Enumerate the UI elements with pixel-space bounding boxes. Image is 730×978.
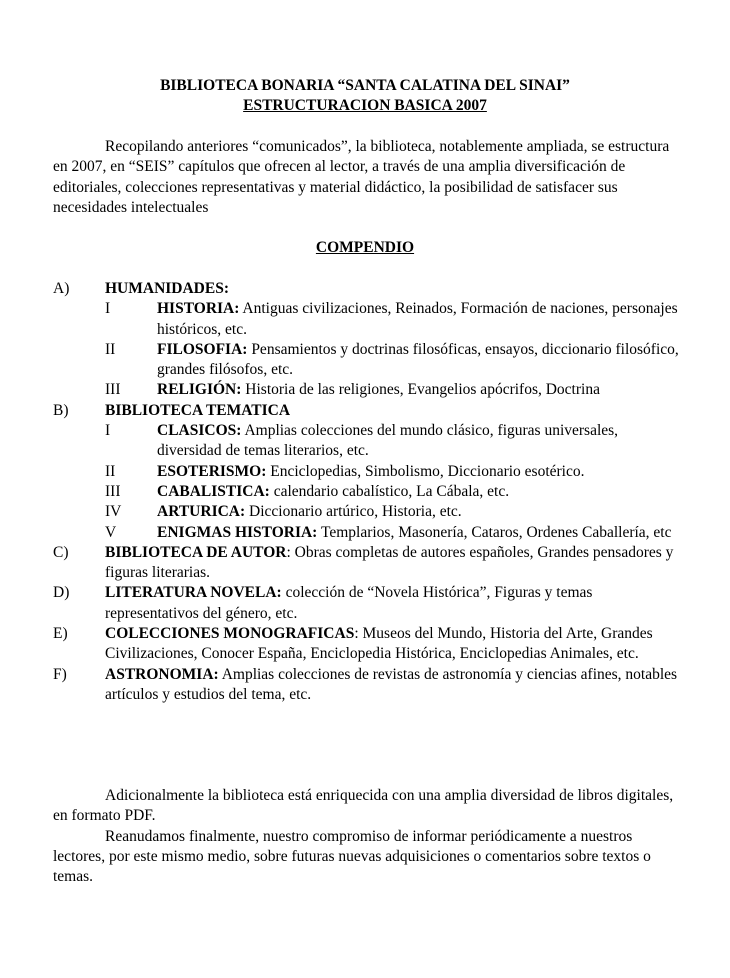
sections-list [53, 279, 683, 705]
subsection-description: Diccionario artúrico, Historia, etc. [245, 503, 462, 521]
subsection-description: Amplias colecciones del mundo clásico, figuras universales, diversidad de temas literarios, etc. [157, 422, 619, 460]
section-text [105, 665, 683, 706]
subsection-item [105, 482, 683, 502]
section-title: LITERATURA NOVELA: [105, 584, 282, 602]
section-text [105, 543, 683, 584]
subsection-item [105, 421, 683, 462]
closing-paragraphs [53, 786, 683, 887]
section-title: ASTRONOMIA: [105, 665, 219, 683]
section-description: : Obras completas de autores españoles, Grandes pensadores y figuras literarias. [105, 543, 674, 582]
section-text [105, 279, 683, 299]
section-description: Amplias colecciones de revistas de astronomía y ciencias afines, notables artículos y estudios del tema, etc. [105, 665, 678, 703]
subsection-number: V [105, 523, 117, 541]
section-item [53, 401, 683, 543]
section-text [105, 624, 683, 665]
compendio-heading: COMPENDIO [315, 239, 415, 256]
subsection-title: RELIGIÓN: [157, 381, 242, 399]
subsection-description: Antiguas civilizaciones, Reinados, Formación de naciones, personajes históricos, etc. [157, 300, 678, 338]
subsection-description: Pensamientos y doctrinas filosóficas, ensayos, diccionario filosófico, grandes filósofos, etc. [157, 340, 679, 379]
section-title: COLECCIONES MONOGRAFICAS [105, 625, 355, 643]
subsection-number: I [105, 422, 111, 440]
subsection-item [105, 299, 683, 340]
subsection-item [105, 340, 683, 381]
section-item [53, 279, 683, 401]
section-letter: F) [53, 665, 67, 683]
section-description: colección de “Novela Histórica”, Figuras y temas representativos del género, etc. [105, 584, 593, 622]
section-item [53, 543, 683, 584]
intro-paragraph: Recopilando anteriores “comunicados”, la biblioteca, notablemente ampliada, se estructura en 2007, en “SEIS” capítulos que ofrecen al lector, a través de una amplia diversificación de editoriales, colecciones representativas y material didáctico, la posibilidad de satisfacer sus necesidades intelectuales [53, 138, 670, 216]
section-title: BIBLIOTECA TEMATICA [105, 401, 291, 419]
section-letter: B) [53, 401, 69, 419]
subsection-title: CLASICOS: [157, 422, 242, 440]
subsection-title: ESOTERISMO: [157, 462, 267, 480]
subsection-title: CABALISTICA: [157, 482, 270, 500]
closing-paragraph: Adicionalmente la biblioteca está enriquecida con una amplia diversidad de libros digitales, en formato PDF. [53, 787, 674, 825]
section-item [53, 583, 683, 624]
subsection-number: III [105, 482, 121, 500]
section-letter: D) [53, 584, 70, 602]
section-letter: C) [53, 543, 69, 561]
subsection-description: calendario cabalístico, La Cábala, etc. [269, 482, 510, 500]
document-subtitle: ESTRUCTURACION BASICA 2007 [243, 97, 487, 114]
subsection-number: IV [105, 503, 122, 521]
subsection-number: II [105, 462, 116, 480]
subsection-description: Enciclopedias, Simbolismo, Diccionario esotérico. [266, 462, 585, 480]
subsection-number: I [105, 300, 111, 318]
section-item [53, 624, 683, 665]
section-description: : Museos del Mundo, Historia del Arte, Grandes Civilizaciones, Conocer España, Enciclopedia Histórica, Enciclopedias Animales, etc. [105, 625, 653, 663]
subsection-item [105, 523, 683, 543]
subsection-item [105, 462, 683, 482]
subsection-item [105, 502, 683, 522]
subsection-number: III [105, 381, 121, 399]
subsection-title: ENIGMAS HISTORIA: [157, 523, 318, 541]
subsection-title: FILOSOFIA: [157, 340, 248, 358]
section-text [105, 583, 683, 624]
section-title: BIBLIOTECA DE AUTOR [105, 543, 287, 561]
section-letter: A) [53, 280, 70, 297]
section-letter: E) [53, 625, 68, 643]
section-item [53, 665, 683, 706]
closing-paragraph: Reanudamos finalmente, nuestro compromiso de informar periódicamente a nuestros lectores, por este mismo medio, sobre futuras nuevas adquisiciones o comentarios sobre textos o temas. [53, 827, 651, 886]
subsection-number: II [105, 340, 116, 358]
subsection-description: Templarios, Masonería, Cataros, Ordenes Caballería, etc [317, 523, 672, 541]
subsection-item [105, 380, 683, 400]
subsection-description: Historia de las religiones, Evangelios apócrifos, Doctrina [241, 381, 600, 399]
document-title: BIBLIOTECA BONARIA “SANTA CALATINA DEL SINAI” [160, 77, 570, 94]
section-text [105, 401, 683, 421]
subsection-title: ARTURICA: [157, 503, 246, 521]
subsection-title: HISTORIA: [157, 300, 240, 318]
section-title: HUMANIDADES: [105, 280, 229, 297]
